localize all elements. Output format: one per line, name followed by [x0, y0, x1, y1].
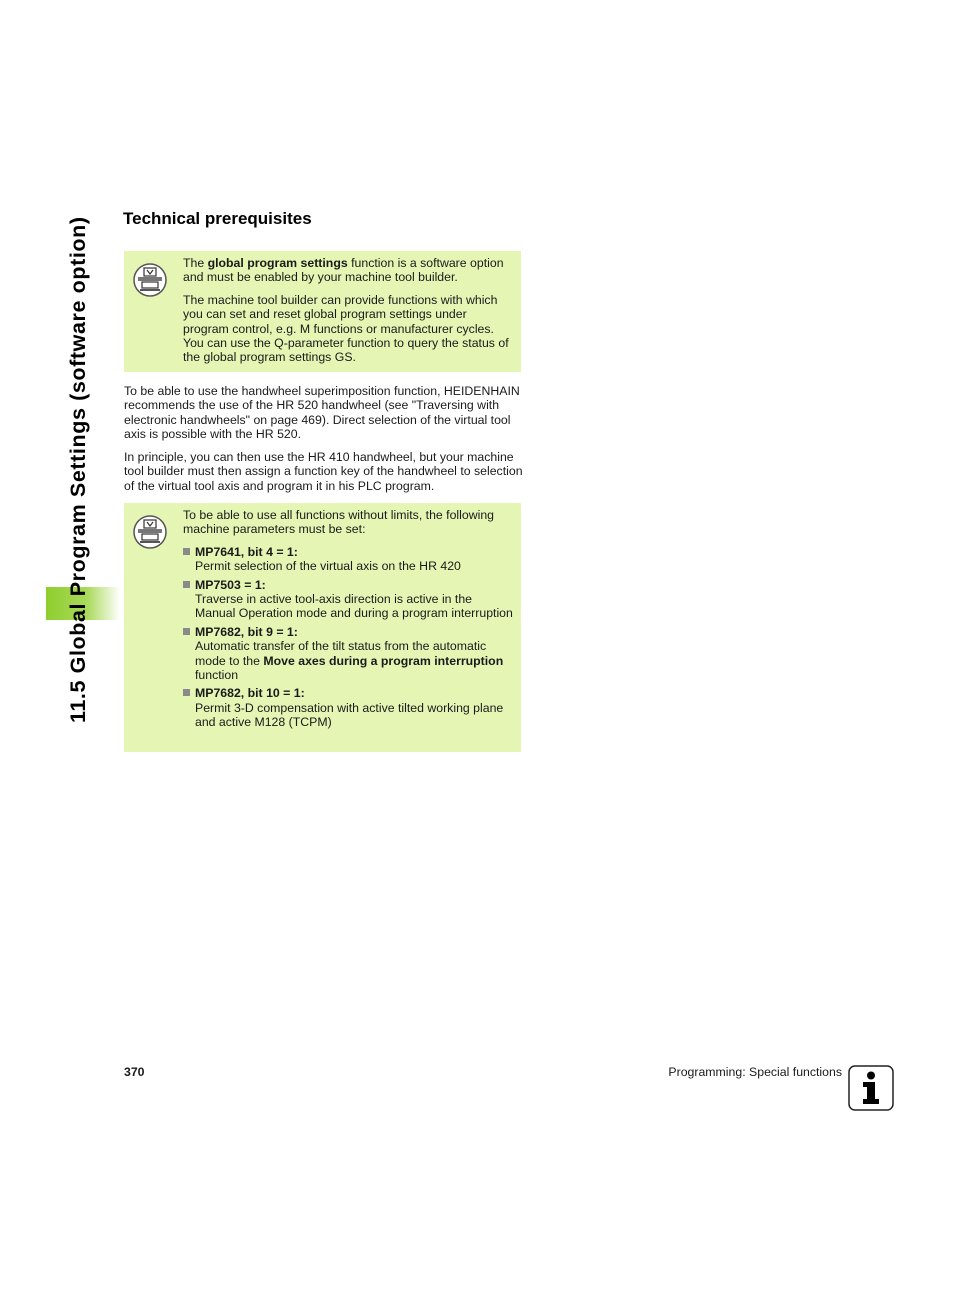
parameter-title: MP7503 = 1: [195, 577, 266, 592]
bullet-square-icon [183, 581, 190, 588]
chapter-side-title: 11.5 Global Program Settings (software option) [66, 216, 90, 723]
note-box-machine-parameters [124, 503, 521, 752]
note2-intro: To be able to use all functions without limits, the following machine parameters must be set: [183, 508, 495, 537]
machine-parameter-icon [133, 263, 167, 297]
list-item [183, 686, 515, 729]
parameter-title: MP7641, bit 4 = 1: [195, 544, 298, 559]
page-number: 370 [124, 1065, 145, 1079]
list-item [183, 625, 515, 683]
note1-paragraph-1: The global program settings function is a software option and must be enabled by your machine tool builder. [183, 256, 504, 285]
body-paragraph-handwheel: To be able to use the handwheel superimposition function, HEIDENHAIN recommends the use of the HR 520 handwheel (see "Traversing with electronic handwheels" on page 469). Direct selection of the virtual tool axis is possible with the HR 520. [124, 384, 520, 442]
parameter-description: Permit 3-D compensation with active tilted working plane and active M128 (TCPM) [195, 700, 504, 730]
machine-parameter-icon [133, 515, 167, 549]
parameter-description: Permit selection of the virtual axis on the HR 420 [195, 559, 461, 574]
note-box-software-option [124, 251, 521, 372]
footer-chapter-title: Programming: Special functions [668, 1065, 842, 1079]
bullet-square-icon [183, 628, 190, 635]
body-paragraph-hr410: In principle, you can then use the HR 410 handwheel, but your machine tool builder must then assign a function key of the handwheel to selection of the virtual tool axis and program it in his PLC program. [124, 450, 523, 493]
note1-paragraph-2: The machine tool builder can provide functions with which you can set and reset global program settings under program control, e.g. M functions or manufacturer cycles. You can use the Q-parameter function to query the status of the global program settings GS. [183, 292, 509, 365]
parameter-description: Automatic transfer of the tilt status from the automatic mode to the Move axes during a program interruption function [195, 639, 504, 683]
parameter-title: MP7682, bit 10 = 1: [195, 686, 305, 701]
section-heading: Technical prerequisites [123, 209, 312, 228]
list-item [183, 545, 515, 574]
list-item [183, 578, 515, 621]
parameter-description: Traverse in active tool-axis direction is active in the Manual Operation mode and during a program interruption [195, 592, 513, 621]
bullet-square-icon [183, 548, 190, 555]
info-icon [848, 1065, 894, 1111]
bullet-square-icon [183, 689, 190, 696]
parameter-title: MP7682, bit 9 = 1: [195, 624, 298, 639]
